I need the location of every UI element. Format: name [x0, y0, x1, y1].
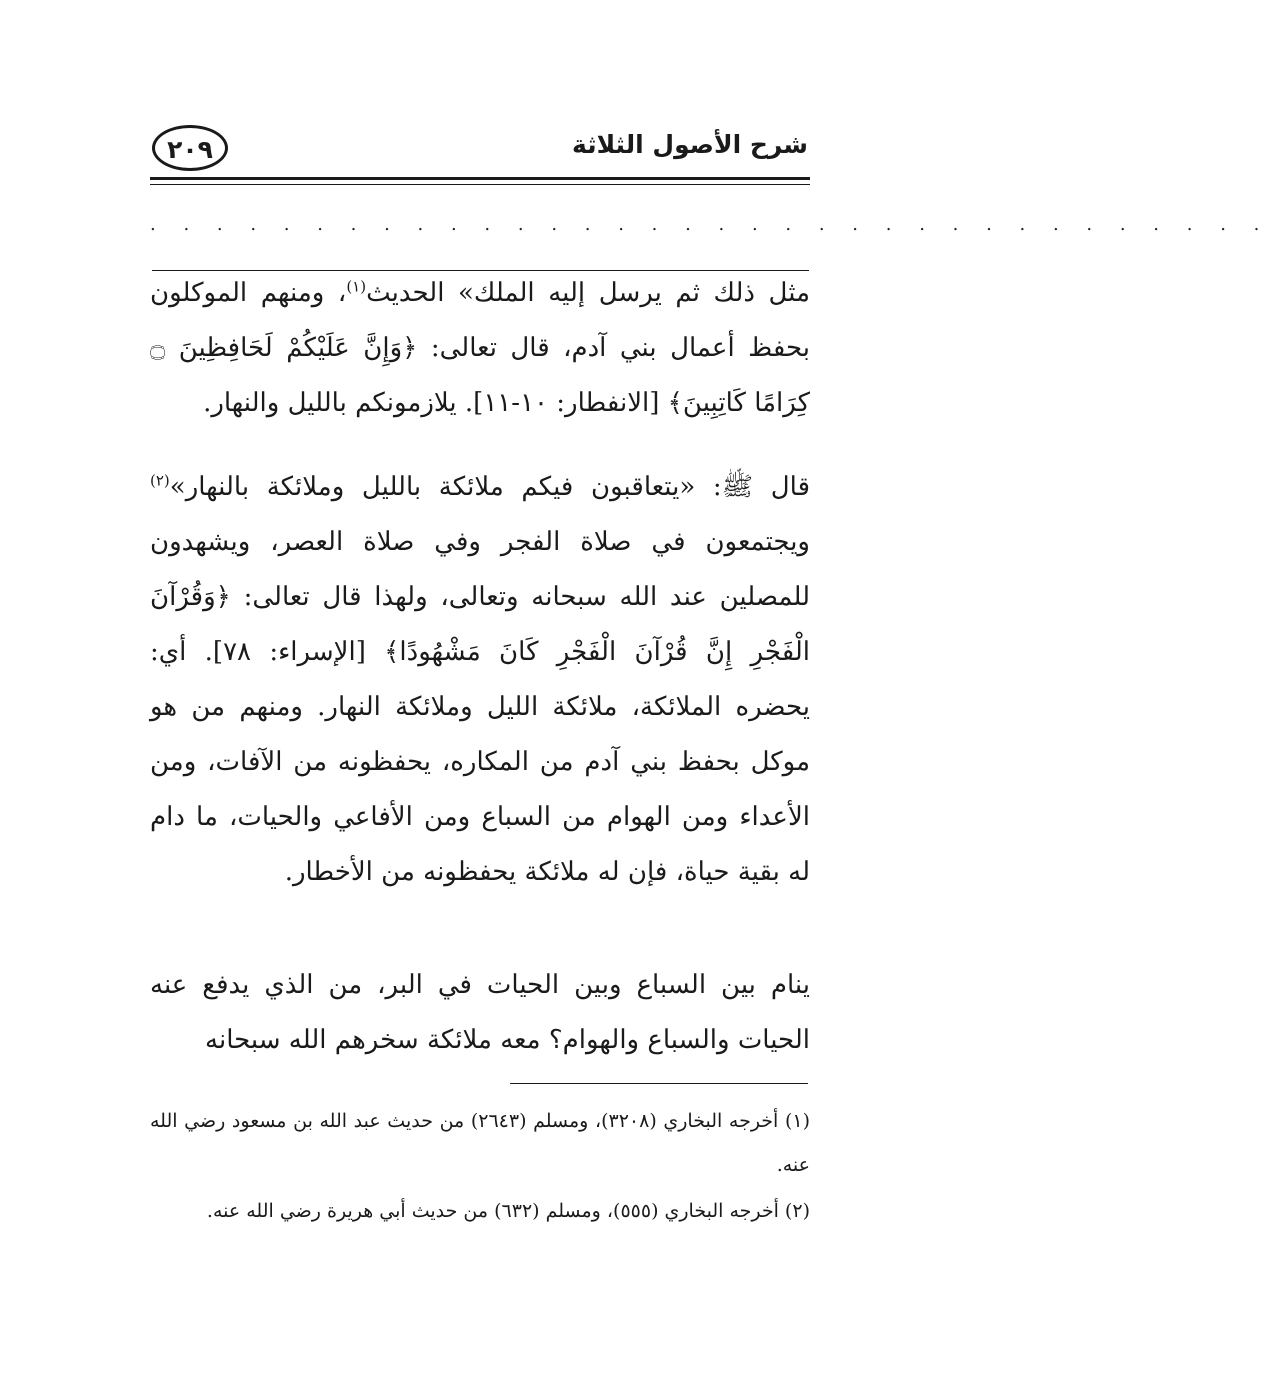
footnote-rule — [510, 1083, 808, 1084]
dotted-separator: . . . . . . . . . . . . . . . . . . . . . . . . . . . . . . . . . . — [150, 214, 1270, 235]
footnote-ref-1: (١) — [346, 277, 367, 296]
page-number-badge: ٢٠٩ — [152, 125, 228, 171]
running-header-title: شرح الأصول الثلاثة — [572, 130, 808, 159]
paragraph-1-text-b: ، ومنهم الموكلون بحفظ أعمال بني آدم، قال تعالى: ﴿وَإِنَّ عَلَيْكُمْ لَحَافِظِينَ ۝ كِرَامًا كَاتِبِينَ﴾ [الانفطار: ١٠-١١]. يلازمونكم بالليل والنهار. — [150, 278, 810, 418]
footnote-1: (١) أخرجه البخاري (٣٢٠٨)، ومسلم (٢٦٤٣) من حديث عبد الله بن مسعود رضي الله عنه. — [150, 1110, 810, 1176]
paragraph-1 — [150, 266, 810, 431]
footnote-2: (٢) أخرجه البخاري (٥٥٥)، ومسلم (٦٣٢) من حديث أبي هريرة رضي الله عنه. — [206, 1200, 810, 1222]
footnote-ref-2: (٢) — [150, 471, 170, 490]
paragraph-1-text-a: مثل ذلك ثم يرسل إليه الملك» الحديث — [366, 278, 810, 308]
paragraph-2 — [150, 460, 810, 900]
paragraph-3: ينام بين السباع وبين الحيات في البر، من الذي يدفع عنه الحيات والسباع والهوام؟ معه ملائكة سخرهم الله سبحانه — [150, 970, 810, 1055]
header-rule-thin — [150, 184, 810, 185]
paragraph-2-text-b: ويجتمعون في صلاة الفجر وفي صلاة العصر، ويشهدون للمصلين عند الله سبحانه وتعالى، ولهذا قال تعالى: ﴿وَقُرْآنَ الْفَجْرِ إِنَّ قُرْآنَ الْفَجْرِ كَانَ مَشْهُودًا﴾ [الإسراء: ٧٨]. أي: يحضره الملائكة، ملائكة الليل وملائكة النهار. ومنهم من هو موكل بحفظ بني آدم من المكاره، يحفظونه من الآفات، ومن الأعداء ومن الهوام من السباع ومن الأفاعي والحيات، ما دام له بقية حياة، فإن له ملائكة يحفظونه من الأخطار. — [150, 527, 810, 887]
header-rule-thick — [150, 177, 810, 180]
paragraph-2-text-a: قال ﷺ: «يتعاقبون فيكم ملائكة بالليل وملائكة بالنهار» — [169, 472, 810, 502]
